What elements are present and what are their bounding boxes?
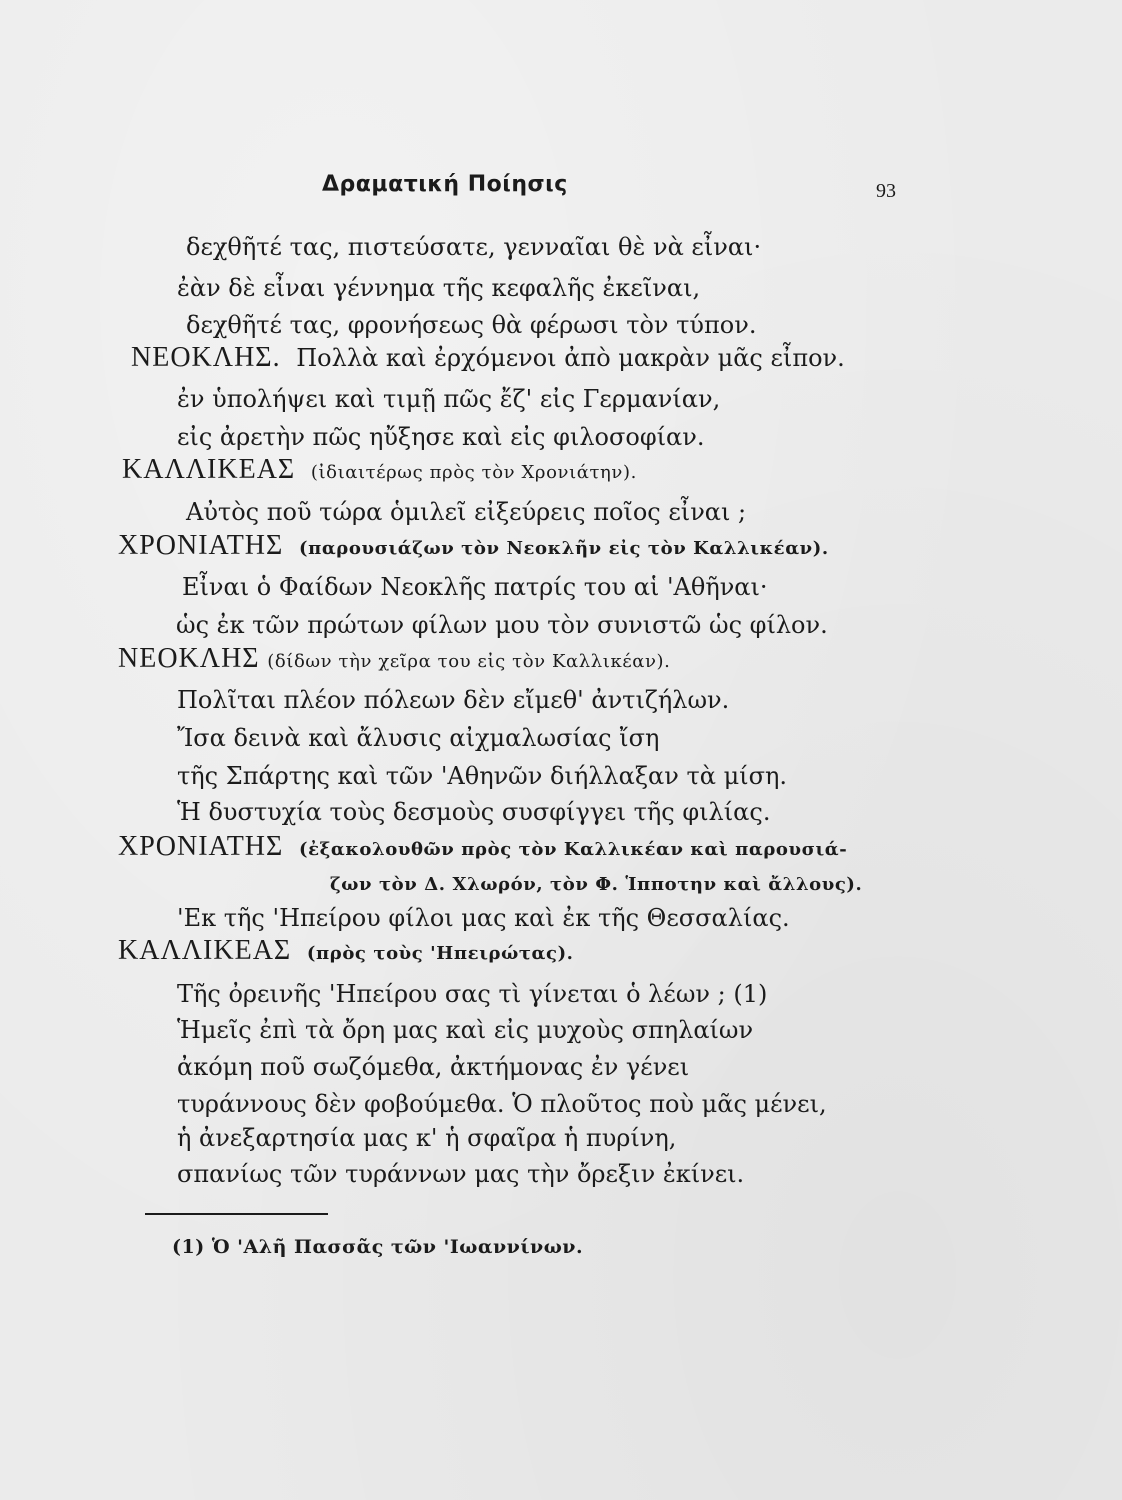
stage-direction: (παρουσιάζων τὸν Νεοκλῆν εἰς τὸν Καλλικέαν). xyxy=(298,538,829,559)
speaker-name: ΚΑΛΛΙΚΕΑΣ xyxy=(118,935,292,966)
verse-line: ἐν ὑπολήψει καὶ τιμῇ πῶς ἔζ' εἰς Γερμανίαν, xyxy=(177,385,721,413)
verse-line: εἰς ἀρετὴν πῶς ηὔξησε καὶ εἰς φιλοσοφίαν. xyxy=(177,423,705,451)
verse-line: ἡ ἀνεξαρτησία μας κ' ἡ σφαῖρα ἡ πυρίνη, xyxy=(177,1124,677,1152)
speech-line xyxy=(118,532,829,560)
speaker-name: ΚΑΛΛΙΚΕΑΣ xyxy=(122,454,296,485)
speech-line xyxy=(118,937,574,965)
verse-line: 'Εκ τῆς 'Ηπείρου φίλοι μας καὶ ἐκ τῆς Θεσσαλίας. xyxy=(177,904,790,932)
stage-direction: (ἐξακολουθῶν πρὸς τὸν Καλλικέαν καὶ παρουσιά- xyxy=(298,839,848,860)
verse-line: δεχθῆτέ τας, φρονήσεως θὰ φέρωσι τὸν τύπον. xyxy=(186,311,757,339)
stage-direction: (πρὸς τοὺς 'Ηπειρώτας). xyxy=(306,943,574,964)
speaker-name: ΝΕΟΚΛΗΣ. xyxy=(131,342,281,373)
speech-line xyxy=(118,833,847,861)
verse-line: Πολῖται πλέον πόλεων δὲν εἴμεθ' ἀντιζήλων. xyxy=(177,686,730,714)
verse-line: ὡς ἐκ τῶν πρώτων φίλων μου τὸν συνιστῶ ὡς φίλον. xyxy=(176,611,828,639)
verse-line: δεχθῆτέ τας, πιστεύσατε, γενναῖαι θὲ νὰ εἶναι· xyxy=(186,233,762,261)
verse-line: ἐὰν δὲ εἶναι γέννημα τῆς κεφαλῆς ἐκεῖναι, xyxy=(177,274,701,302)
stage-direction: (ἰδιαιτέρως πρὸς τὸν Χρονιάτην). xyxy=(310,462,637,483)
verse-line: Τῆς ὀρεινῆς 'Ηπείρου σας τὶ γίνεται ὁ λέων ; (1) xyxy=(177,980,768,1008)
speaker-name: ΧΡΟΝΙΑΤΗΣ xyxy=(118,831,284,862)
page-number: 93 xyxy=(876,180,896,202)
speech-line xyxy=(131,344,845,372)
stage-direction: (δίδων τὴν χεῖρα του εἰς τὸν Καλλικέαν). xyxy=(267,651,671,672)
footnote-rule xyxy=(145,1213,328,1215)
speaker-name: ΝΕΟΚΛΗΣ xyxy=(118,643,260,674)
running-title: Δραματική Ποίησις xyxy=(322,172,568,197)
verse-line: ἀκόμη ποῦ σωζόμεθα, ἀκτήμονας ἐν γένει xyxy=(177,1053,690,1081)
footnote: (1) Ὁ 'Αλῆ Πασσᾶς τῶν 'Ιωαννίνων. xyxy=(172,1236,584,1258)
speech-line xyxy=(122,456,637,484)
verse-text: Πολλὰ καὶ ἐρχόμενοι ἀπὸ μακρὰν μᾶς εἶπον. xyxy=(296,344,845,372)
speech-line xyxy=(118,645,670,673)
speaker-name: ΧΡΟΝΙΑΤΗΣ xyxy=(118,530,284,561)
stage-direction: ζων τὸν Δ. Χλωρόν, τὸν Φ. Ἱπποτην καὶ ἄλλους). xyxy=(330,874,863,895)
verse-line: τυράννους δὲν φοβούμεθα. Ὁ πλοῦτος ποὺ μᾶς μένει, xyxy=(177,1090,827,1118)
verse-line: τῆς Σπάρτης καὶ τῶν 'Αθηνῶν διήλλαξαν τὰ μίση. xyxy=(177,762,787,790)
verse-line: Εἶναι ὁ Φαίδων Νεοκλῆς πατρίς του αἱ 'Αθῆναι· xyxy=(182,573,768,601)
verse-line: σπανίως τῶν τυράννων μας τὴν ὄρεξιν ἐκίνει. xyxy=(177,1160,745,1188)
verse-line: Ἴσα δεινὰ καὶ ἄλυσις αἰχμαλωσίας ἴση xyxy=(177,724,660,752)
verse-line: Αὐτὸς ποῦ τώρα ὁμιλεῖ εἰξεύρεις ποῖος εἶναι ; xyxy=(186,498,747,526)
verse-line: Ἡ δυστυχία τοὺς δεσμοὺς συσφίγγει τῆς φιλίας. xyxy=(177,798,771,826)
verse-line: Ἡμεῖς ἐπὶ τὰ ὄρη μας καὶ εἰς μυχοὺς σπηλαίων xyxy=(177,1016,754,1044)
